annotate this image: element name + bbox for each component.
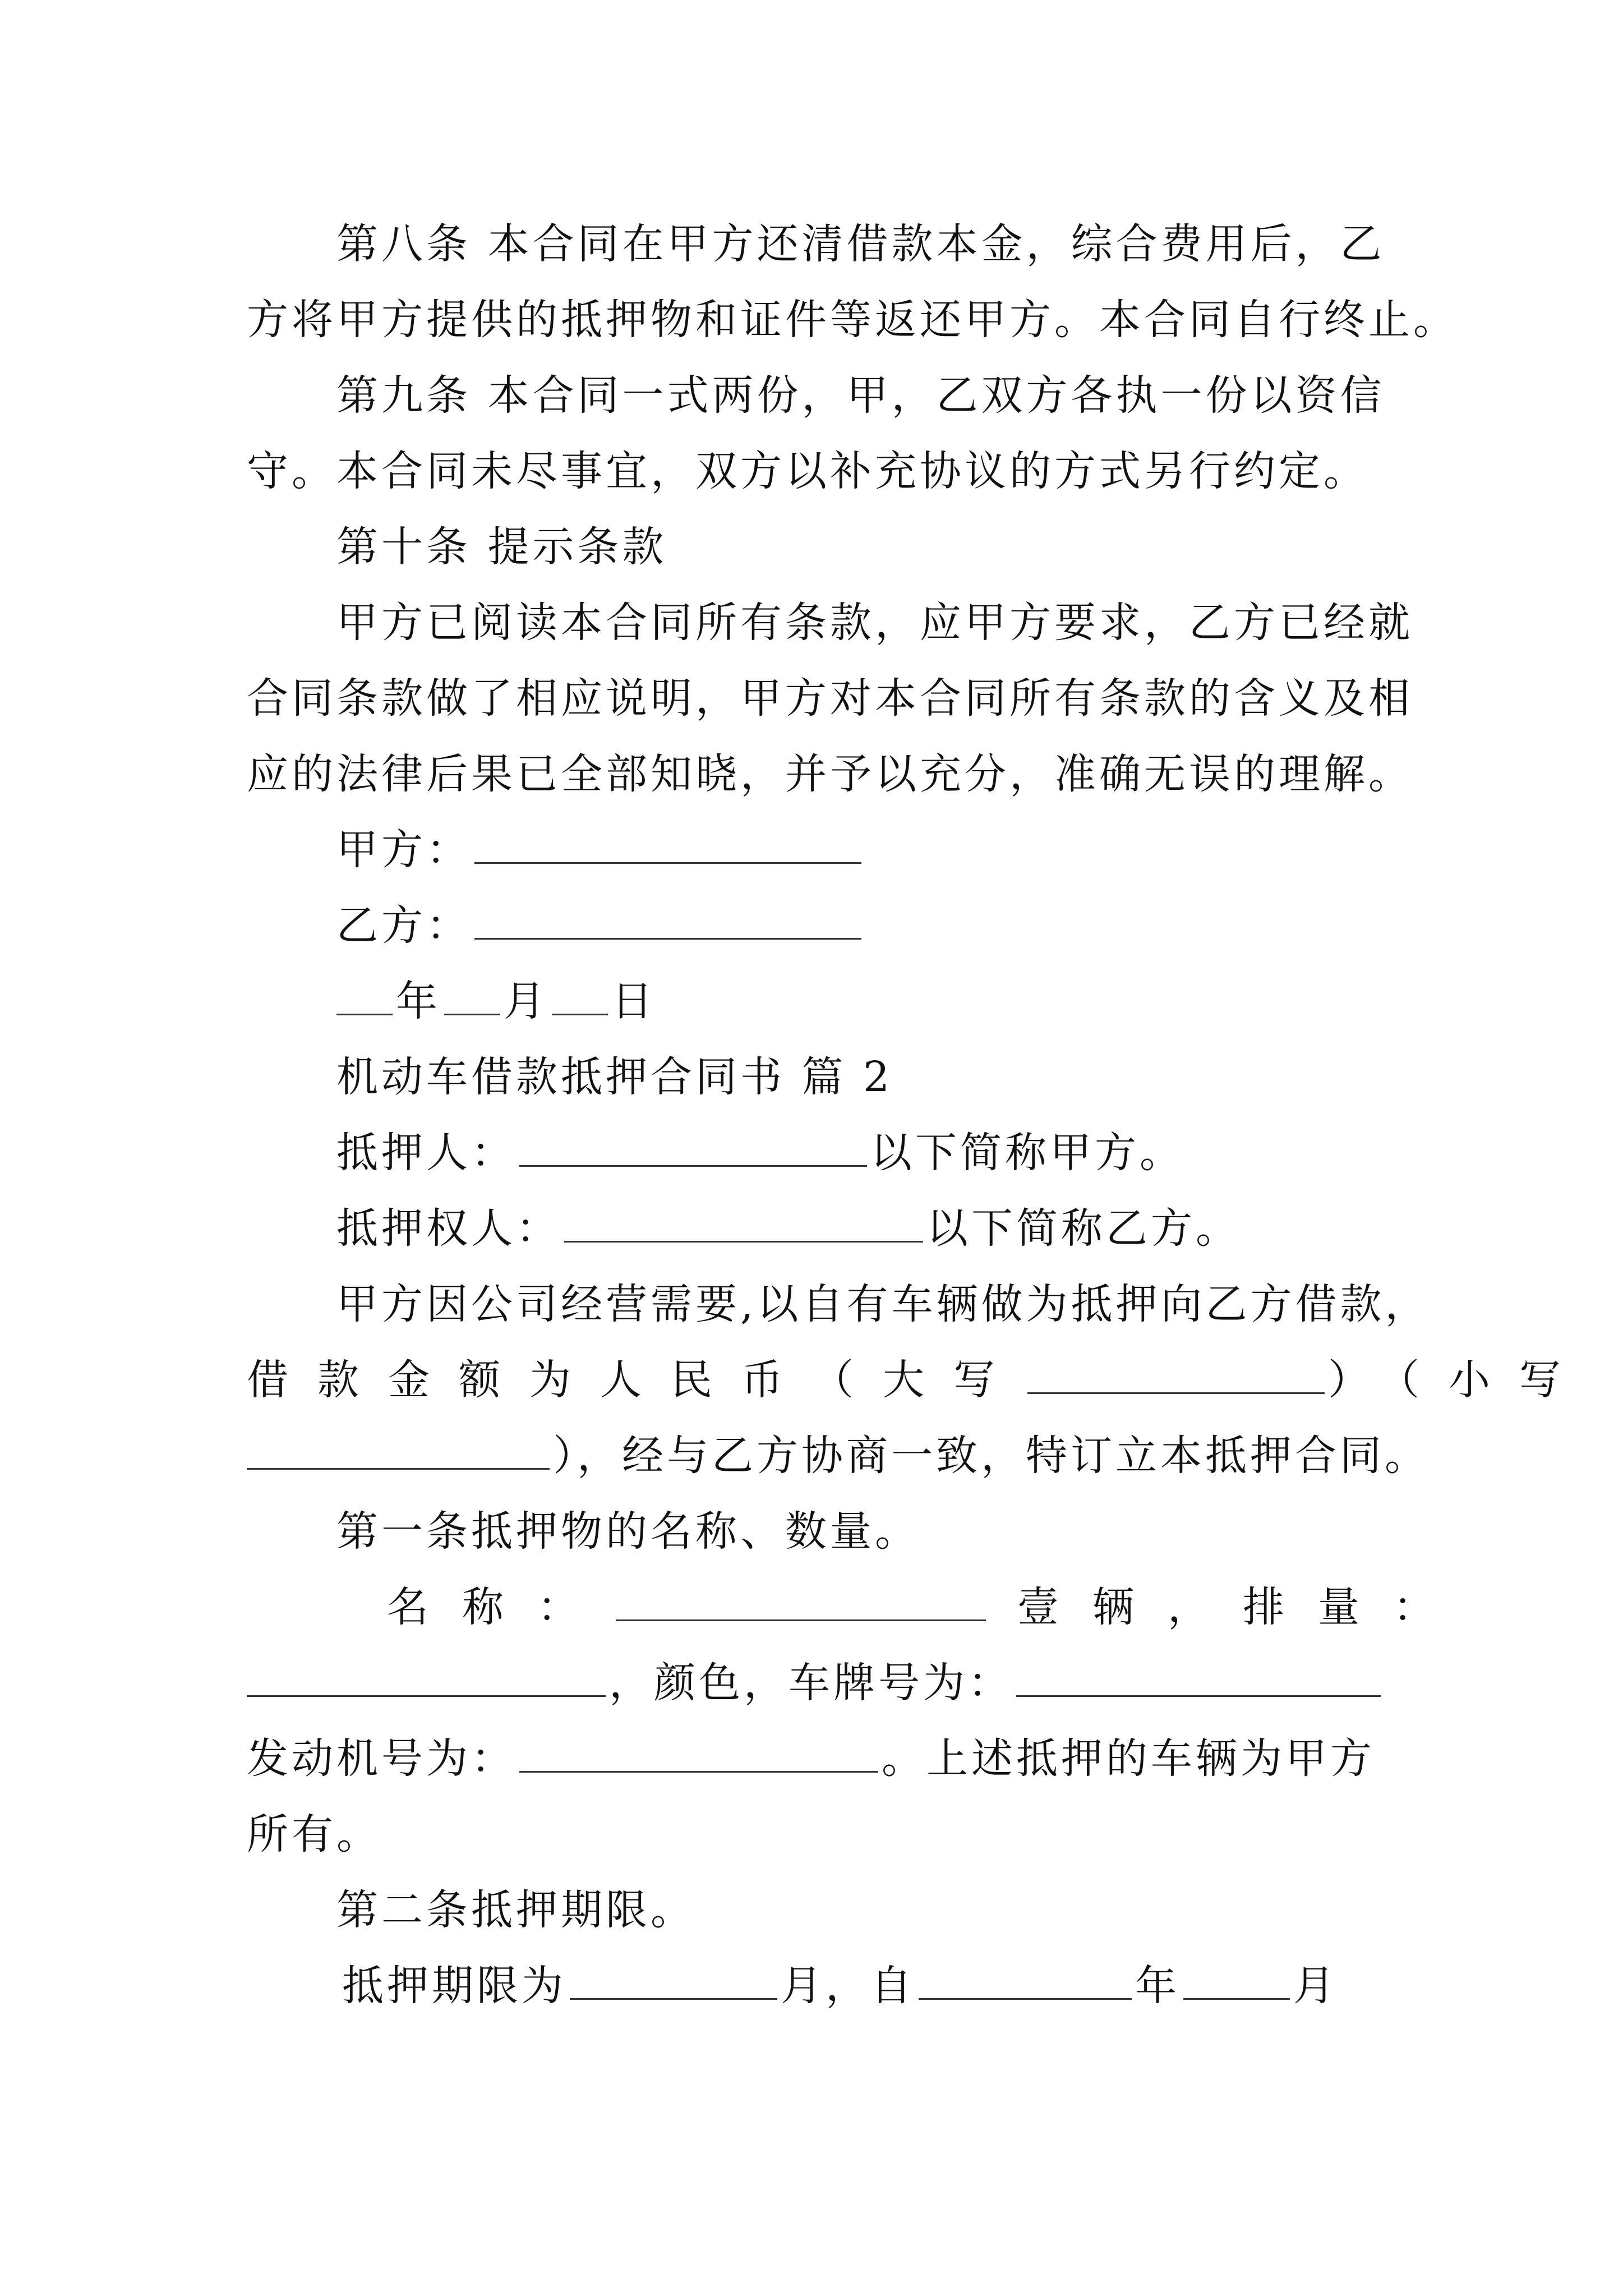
- term-line: [342, 1955, 1338, 2017]
- article-2-heading: 第二条抵押期限。: [336, 1886, 695, 1934]
- displacement-blank[interactable]: [247, 1660, 606, 1697]
- ownership-line: 所有。: [247, 1810, 381, 1858]
- engine-number-blank[interactable]: [519, 1736, 878, 1773]
- start-month-blank[interactable]: [1183, 1963, 1290, 2000]
- start-year-blank[interactable]: [919, 1963, 1132, 2000]
- vehicle-quantity-displacement-label: 壹辆，排量：: [1017, 1583, 1468, 1631]
- vehicle-color-plate-line: [247, 1652, 1384, 1714]
- intro-line-3: [247, 1425, 1430, 1487]
- article-9-line-1: 第九条 本合同一式两份，甲，乙双方各执一份以资信: [336, 371, 1385, 420]
- loan-amount-lowercase-blank[interactable]: [247, 1433, 550, 1470]
- notice-line-3: 应的法律后果已全部知晓，并予以充分，准确无误的理解。: [247, 750, 1413, 798]
- loan-amount-lowercase-label: ）（小写: [1328, 1356, 1590, 1404]
- article-1-heading: 第一条抵押物的名称、数量。: [336, 1507, 920, 1556]
- term-from-label: 月，自: [781, 1962, 915, 2010]
- article-8-line-2: 方将甲方提供的抵押物和证件等返还甲方。本合同自行终止。: [247, 296, 1458, 344]
- term-months-blank[interactable]: [570, 1963, 777, 2000]
- engine-number-label: 发动机号为：: [247, 1734, 516, 1783]
- article-8-line-1: 第八条 本合同在甲方还清借款本金，综合费用后，乙: [336, 220, 1385, 268]
- date-line: [336, 970, 656, 1032]
- article-10-heading: 第十条 提示条款: [336, 523, 667, 571]
- day-label: 日: [611, 977, 656, 1025]
- notice-line-2: 合同条款做了相应说明，甲方对本合同所有条款的含义及相: [247, 674, 1413, 723]
- start-month-label: 月: [1293, 1962, 1338, 2010]
- day-blank[interactable]: [552, 979, 608, 1015]
- notice-line-1: 甲方已阅读本合同所有条款，应甲方要求，乙方已经就: [336, 599, 1413, 647]
- mortgagee-label: 抵押权人：: [336, 1204, 561, 1253]
- party-b-blank[interactable]: [474, 903, 861, 940]
- mortgagor-line: [336, 1122, 1184, 1184]
- intro-line-1: 甲方因公司经营需要,以自有车辆做为抵押向乙方借款，: [336, 1280, 1430, 1328]
- intro-line-2: [247, 1349, 1590, 1411]
- party-a-blank[interactable]: [474, 827, 861, 864]
- loan-amount-label: 借款金额为人民币（大写: [247, 1356, 1024, 1404]
- vehicle-name-label: 名称：: [387, 1583, 612, 1631]
- color-plate-label: ，颜色，车牌号为：: [609, 1659, 1013, 1707]
- vehicle-name-line: [387, 1576, 1468, 1638]
- party-b-signature-line: [336, 895, 865, 956]
- year-label: 年: [396, 977, 441, 1025]
- party-b-label: 乙方：: [336, 901, 471, 950]
- mortgagee-suffix: 以下简称乙方。: [926, 1204, 1241, 1253]
- contract-2-title: 机动车借款抵押合同书 篇 2: [336, 1053, 893, 1101]
- mortgagee-blank[interactable]: [564, 1206, 923, 1243]
- article-9-line-2: 守。本合同未尽事宜，双方以补充协议的方式另行约定。: [247, 447, 1368, 495]
- loan-amount-uppercase-blank[interactable]: [1027, 1358, 1325, 1394]
- year-blank[interactable]: [336, 979, 393, 1015]
- mortgagor-blank[interactable]: [519, 1130, 867, 1167]
- party-a-signature-line: [336, 819, 865, 881]
- month-blank[interactable]: [444, 979, 500, 1015]
- engine-number-suffix: 。上述抵押的车辆为甲方: [882, 1734, 1375, 1783]
- start-year-label: 年: [1135, 1962, 1180, 2010]
- mortgagor-suffix: 以下简称甲方。: [870, 1129, 1184, 1177]
- term-label: 抵押期限为: [342, 1962, 566, 2010]
- month-label: 月: [504, 977, 548, 1025]
- mortgagor-label: 抵押人：: [336, 1129, 516, 1177]
- vehicle-name-blank[interactable]: [616, 1585, 986, 1621]
- party-a-label: 甲方：: [336, 826, 471, 874]
- mortgagee-line: [336, 1198, 1241, 1259]
- intro-line-3-text: ），经与乙方协商一致，特订立本抵押合同。: [553, 1432, 1430, 1480]
- engine-number-line: [247, 1728, 1375, 1789]
- plate-number-blank[interactable]: [1016, 1660, 1381, 1697]
